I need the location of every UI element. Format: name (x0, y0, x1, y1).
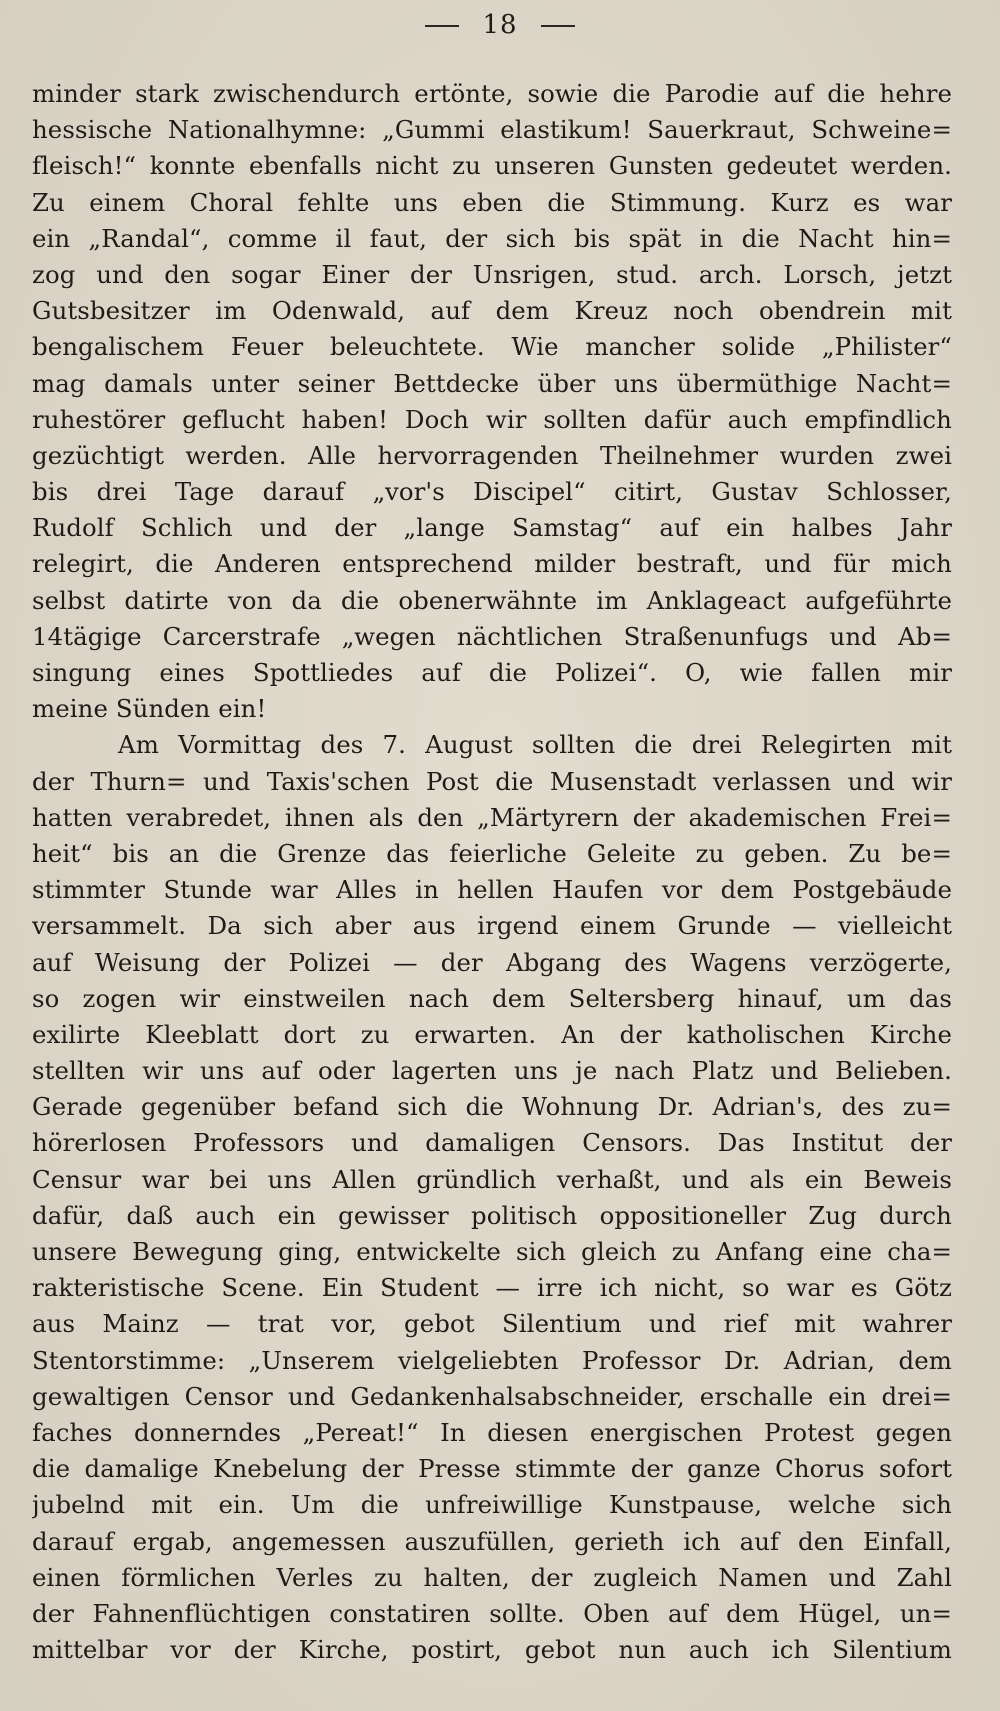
header-dash-right (541, 25, 575, 27)
text-line: stimmter Stunde war Alles in hellen Haufen vor dem Postgebäude (32, 875, 952, 905)
text-line: auf Weisung der Polizei — der Abgang des Wagens verzögerte, (32, 947, 952, 977)
text-line-paragraph-end: meine Sünden ein! (32, 694, 267, 724)
text-line: hatten verabredet, ihnen als den „Märtyrern der akademischen Frei= (32, 802, 952, 832)
text-line: versammelt. Da sich aber aus irgend einem Grunde — vielleicht (32, 911, 952, 941)
text-line: die damalige Knebelung der Presse stimmte der ganze Chorus sofort (32, 1454, 952, 1484)
text-line: rakteristische Scene. Ein Student — irre ich nicht, so war es Götz (32, 1273, 952, 1303)
text-line: Censur war bei uns Allen gründlich verhaßt, und als ein Beweis (32, 1164, 952, 1194)
text-line: darauf ergab, angemessen auszufüllen, gerieth ich auf den Einfall, (32, 1526, 952, 1556)
text-line: fleisch!“ konnte ebenfalls nicht zu unseren Gunsten gedeutet werden. (32, 151, 952, 181)
text-line-paragraph-start: Am Vormittag des 7. August sollten die drei Relegirten mit (118, 730, 952, 760)
page-number: 18 (482, 10, 518, 40)
text-line: ein „Randal“, comme il faut, der sich bis spät in die Nacht hin= (32, 223, 952, 253)
text-line: mittelbar vor der Kirche, postirt, gebot nun auch ich Silentium (32, 1635, 952, 1665)
text-line: gezüchtigt werden. Alle hervorragenden Theilnehmer wurden zwei (32, 440, 952, 470)
text-line: hörerlosen Professors und damaligen Censors. Das Institut der (32, 1128, 952, 1158)
text-line: so zogen wir einstweilen nach dem Seltersberg hinauf, um das (32, 983, 952, 1013)
text-line: der Fahnenflüchtigen constatiren sollte. Oben auf dem Hügel, un= (32, 1598, 952, 1628)
text-line: 14tägige Carcerstrafe „wegen nächtlichen Straßenunfugs und Ab= (32, 621, 952, 651)
text-line: bengalischem Feuer beleuchtete. Wie mancher solide „Philister“ (32, 332, 952, 362)
body-text (32, 76, 952, 1668)
text-line: gewaltigen Censor und Gedankenhalsabschneider, erschalle ein drei= (32, 1381, 952, 1411)
text-line: faches donnerndes „Pereat!“ In diesen energischen Protest gegen (32, 1417, 952, 1447)
text-line: der Thurn= und Taxis'schen Post die Musenstadt verlassen und wir (32, 766, 952, 796)
text-line: Zu einem Choral fehlte uns eben die Stimmung. Kurz es war (32, 187, 952, 217)
text-line: stellten wir uns auf oder lagerten uns je nach Platz und Belieben. (32, 1056, 952, 1086)
page-number-header (0, 10, 1000, 40)
text-line: Stentorstimme: „Unserem vielgeliebten Professor Dr. Adrian, dem (32, 1345, 952, 1375)
text-line: ruhestörer geflucht haben! Doch wir sollten dafür auch empfindlich (32, 404, 952, 434)
text-line: mag damals unter seiner Bettdecke über uns übermüthige Nacht= (32, 368, 952, 398)
text-line: heit“ bis an die Grenze das feierliche Geleite zu geben. Zu be= (32, 838, 952, 868)
text-line: Gerade gegenüber befand sich die Wohnung Dr. Adrian's, des zu= (32, 1092, 952, 1122)
text-line: Gutsbesitzer im Odenwald, auf dem Kreuz noch obendrein mit (32, 296, 952, 326)
text-line: einen förmlichen Verles zu halten, der zugleich Namen und Zahl (32, 1562, 952, 1592)
text-line: dafür, daß auch ein gewisser politisch oppositioneller Zug durch (32, 1200, 952, 1230)
text-line: Rudolf Schlich und der „lange Samstag“ auf ein halbes Jahr (32, 513, 952, 543)
text-line: aus Mainz — trat vor, gebot Silentium und rief mit wahrer (32, 1309, 952, 1339)
text-line: jubelnd mit ein. Um die unfreiwillige Kunstpause, welche sich (32, 1490, 952, 1520)
text-line: hessische Nationalhymne: „Gummi elastikum! Sauerkraut, Schweine= (32, 115, 952, 145)
text-line: zog und den sogar Einer der Unsrigen, stud. arch. Lorsch, jetzt (32, 259, 952, 289)
header-dash-left (425, 25, 459, 27)
text-line: minder stark zwischendurch ertönte, sowie die Parodie auf die hehre (32, 79, 952, 108)
text-line: bis drei Tage darauf „vor's Discipel“ citirt, Gustav Schlosser, (32, 477, 952, 507)
text-line: singung eines Spottliedes auf die Polizei“. O, wie fallen mir (32, 658, 952, 687)
text-line: exilirte Kleeblatt dort zu erwarten. An der katholischen Kirche (32, 1019, 952, 1049)
text-line: selbst datirte von da die obenerwähnte im Anklageact aufgeführte (32, 585, 952, 615)
text-line: relegirt, die Anderen entsprechend milder bestraft, und für mich (32, 549, 952, 579)
text-line: unsere Bewegung ging, entwickelte sich gleich zu Anfang eine cha= (32, 1237, 952, 1266)
